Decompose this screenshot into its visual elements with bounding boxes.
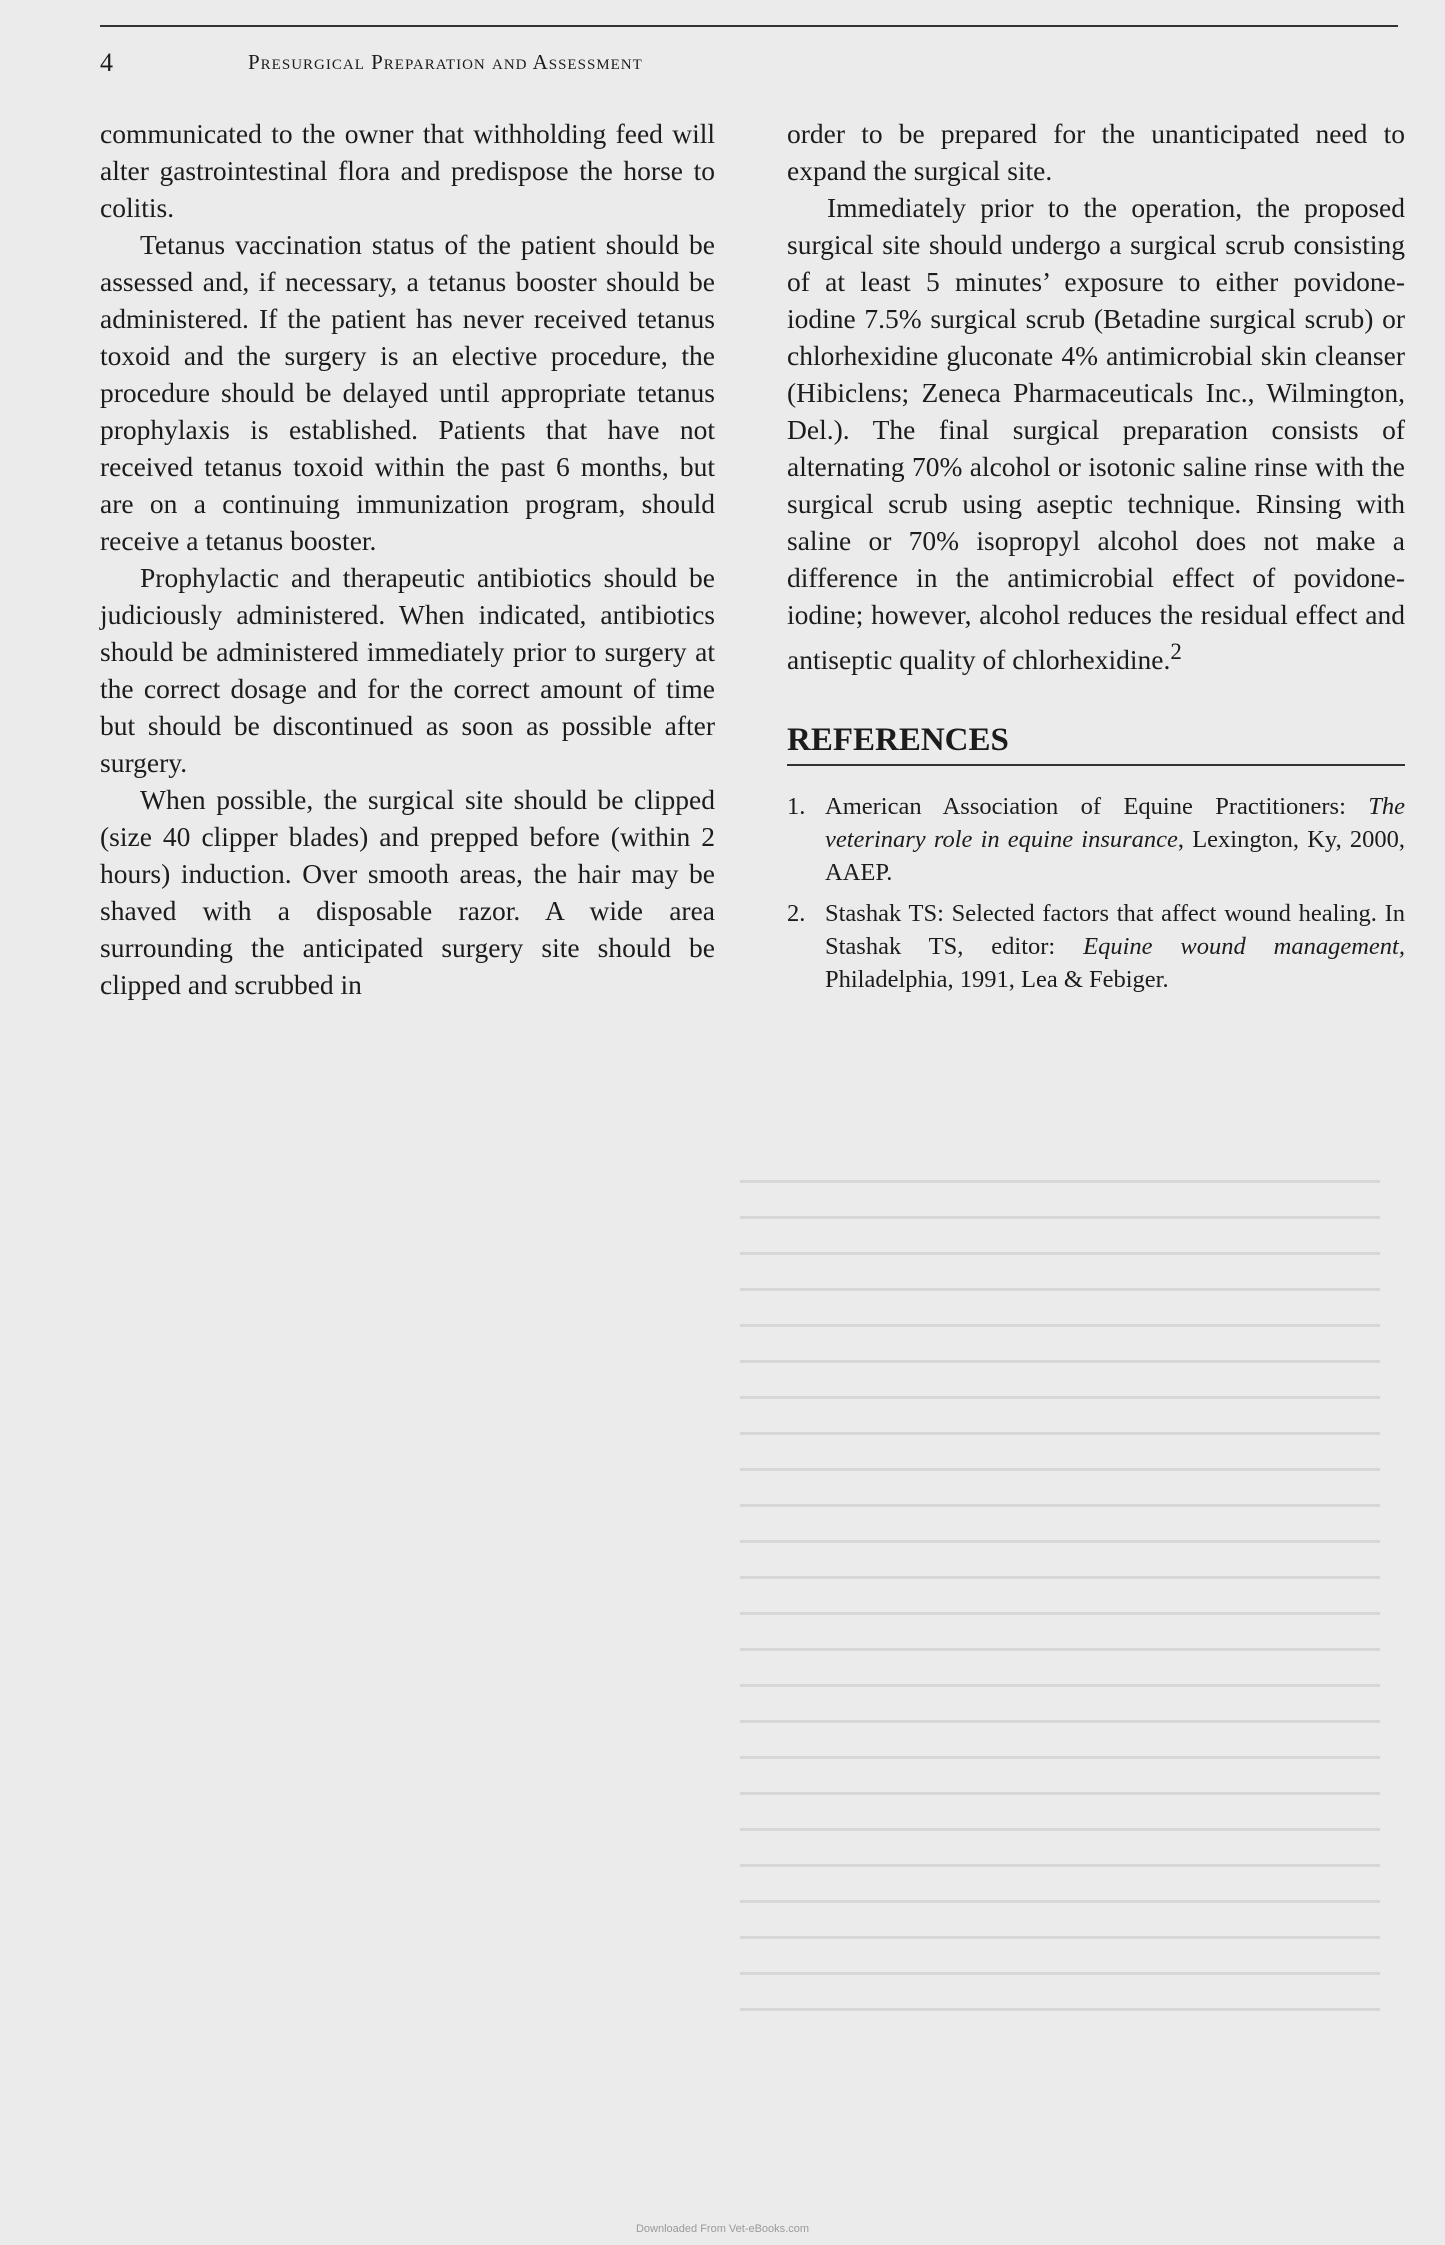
reference-item	[787, 790, 1405, 889]
paragraph-feed-withholding: communicated to the owner that withholding feed will alter gastrointestinal flora and predispose the horse to colitis.	[100, 118, 715, 223]
reference-number: 2.	[787, 900, 806, 928]
running-title: Presurgical Preparation and Assessment	[248, 50, 643, 74]
reference-item	[787, 897, 1405, 996]
bleed-through-texture	[740, 1180, 1380, 2080]
paragraph-clipping: When possible, the surgical site should be clipped (size 40 clipper blades) and prepped before (within 2 hours) induction. Over smooth areas, the hair may be shaved with a disposable razor. A wide area surrounding the anticipated surgery site should be clipped and scrubbed in	[100, 784, 715, 1000]
references-list	[787, 790, 1405, 996]
reference-title: Equine wound management,	[1083, 933, 1405, 961]
paragraph-surgical-scrub	[787, 189, 1405, 678]
page-number: 4	[100, 48, 113, 77]
reference-publication: , Lexington, Ky, 2000, AAEP.	[825, 826, 1405, 887]
download-watermark: Downloaded From Vet-eBooks.com	[635, 2223, 810, 2235]
reference-text: American Association of Equine Practitioners:	[825, 793, 1369, 821]
paragraph-surgical-site: order to be prepared for the unanticipated need to expand the surgical site.	[787, 118, 1405, 186]
right-column	[787, 115, 1405, 1004]
citation-superscript: 2	[1170, 639, 1182, 664]
reference-number: 1.	[787, 793, 806, 821]
reference-publication: Philadelphia, 1991, Lea & Febiger.	[825, 966, 1169, 994]
paragraph-antibiotics: Prophylactic and therapeutic antibiotics should be judiciously administered. When indicated, antibiotics should be administered immediately prior to surgery at the correct dosage and for the correct amount of time but should be discontinued as soon as possible after surgery.	[100, 562, 715, 778]
left-column	[100, 115, 715, 1003]
reference-title: The veterinary role in equine insurance	[825, 793, 1405, 854]
references-heading: REFERENCES	[787, 720, 1405, 766]
surgical-scrub-text: Immediately prior to the operation, the proposed surgical site should undergo a surgical scrub consisting of at least 5 minutes’ exposure to either povidone-iodine 7.5% surgical scrub (Betadine surgical scrub) or chlorhexidine gluconate 4% antimicrobial skin cleanser (Hibiclens; Zeneca Pharmaceuticals Inc., Wilmington, Del.). The final surgical preparation consists of alternating 70% alcohol or isotonic saline rinse with the surgical scrub using aseptic technique. Rinsing with saline or 70% isopropyl alcohol does not make a difference in the antimicrobial effect of povidone-iodine; however, alcohol reduces the residual effect and antiseptic quality of chlorhexidine.	[787, 192, 1405, 676]
paragraph-tetanus: Tetanus vaccination status of the patient should be assessed and, if necessary, a tetanus booster should be administered. If the patient has never received tetanus toxoid and the surgery is an elective procedure, the procedure should be delayed until appropriate tetanus prophylaxis is established. Patients that have not received tetanus toxoid within the past 6 months, but are on a continuing immunization program, should receive a tetanus booster.	[100, 229, 715, 556]
header-rule	[100, 25, 1398, 27]
reference-text: Stashak TS: Selected factors that affect wound healing. In Stashak TS, editor:	[825, 900, 1405, 961]
